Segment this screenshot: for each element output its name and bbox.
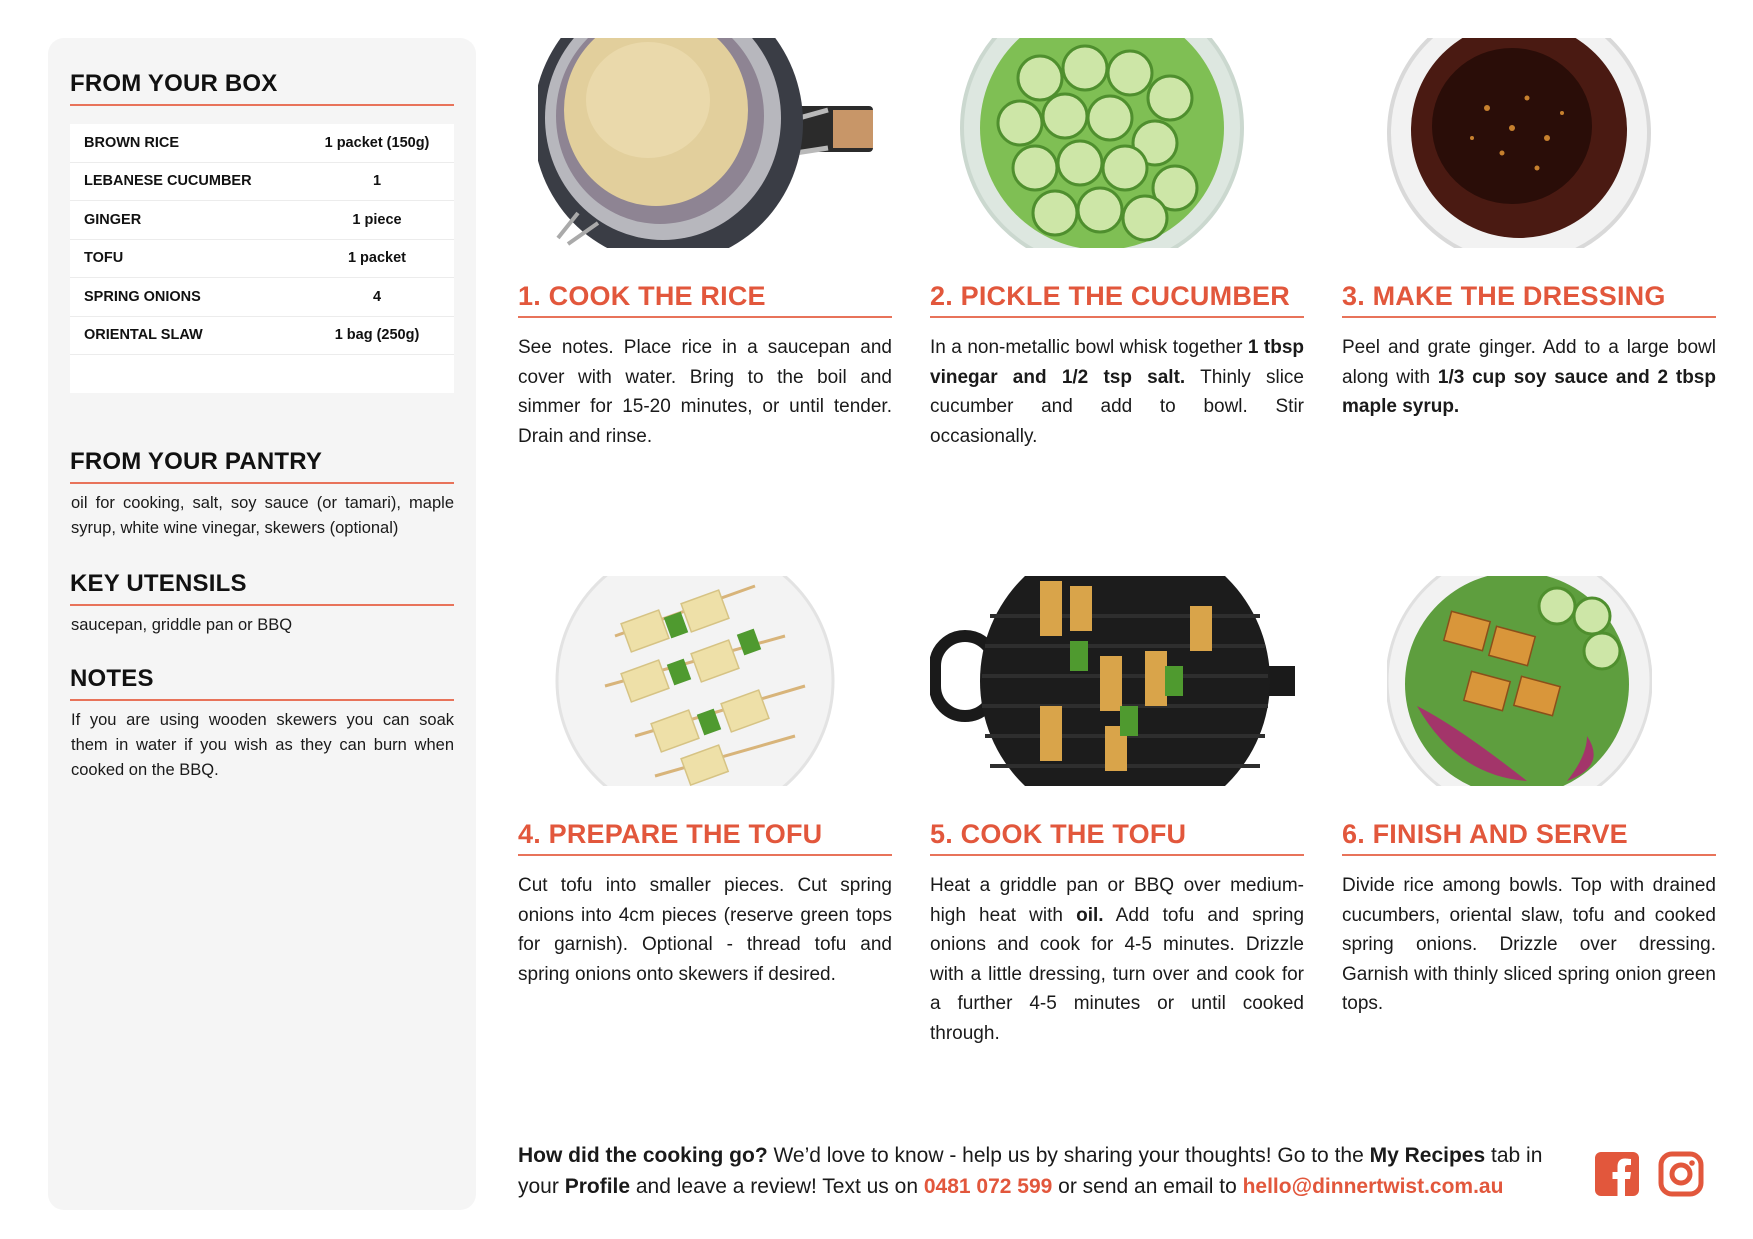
ingredient-name: ORIENTAL SLAW: [84, 327, 203, 344]
dressing-bowl-image: [1387, 38, 1652, 248]
step-bold-text: oil.: [1076, 904, 1104, 926]
step-2-title: 2. PICKLE THE CUCUMBER: [930, 281, 1304, 318]
from-your-box-heading: FROM YOUR BOX: [70, 70, 454, 106]
rice-strainer-image: [538, 38, 873, 248]
box-ingredient-row: [70, 278, 454, 317]
pantry-text: oil for cooking, salt, soy sauce (or tamari), maple syrup, white wine vinegar, skewers (optional): [71, 494, 454, 537]
feedback-footer: [518, 1140, 1578, 1202]
ingredient-quantity: 1 bag (250g): [334, 327, 420, 344]
step-3-body: [1342, 333, 1716, 422]
step-4-title: 4. PREPARE THE TOFU: [518, 819, 892, 856]
step-text: Heat a griddle pan or BBQ over medium-high heat with: [930, 875, 1304, 926]
step-5: [930, 576, 1305, 1044]
step-text: Thinly slice cucumber and add to bowl. Stir occasionally.: [930, 366, 1304, 447]
step-4-body: [518, 871, 892, 989]
instagram-icon[interactable]: [1658, 1151, 1704, 1202]
footer-text-1: We’d love to know - help us by sharing your thoughts! Go to the: [767, 1144, 1370, 1167]
griddle-pan-image: [930, 576, 1295, 786]
step-text: Divide rice among bowls. Top with drained cucumbers, oriental slaw, tofu and cooked spring onions. Drizzle over dressing. Garnish with thinly sliced spring onion green tops.: [1342, 875, 1716, 1014]
step-bold-text: 1/3 cup soy sauce and 2 tbsp maple syrup.: [1342, 366, 1716, 417]
ingredient-quantity: 1 packet: [347, 250, 407, 267]
from-your-pantry-heading: FROM YOUR PANTRY: [70, 448, 454, 484]
step-text: See notes. Place rice in a saucepan and cover with water. Bring to the boil and simmer for 15-20 minutes, or until tender. Drain and rinse.: [518, 337, 892, 447]
box-ingredient-row: [70, 163, 454, 202]
step-5-body: [930, 871, 1304, 1048]
step-bold-text: 1 tbsp vinegar and 1/2 tsp salt.: [930, 337, 1305, 388]
step-6: [1342, 576, 1716, 1014]
step-text: Peel and grate ginger. Add to a large bowl along with: [1342, 337, 1716, 388]
footer-text-2: tab in your: [518, 1144, 1543, 1198]
my-recipes-link[interactable]: My Recipes: [1369, 1144, 1486, 1167]
ingredient-name: LEBANESE CUCUMBER: [84, 173, 252, 190]
step-3-title: 3. MAKE THE DRESSING: [1342, 281, 1716, 318]
footer-question: How did the cooking go?: [518, 1144, 768, 1167]
tofu-skewers-image: [555, 576, 835, 786]
step-2: [930, 38, 1304, 458]
box-ingredient-row: [70, 240, 454, 279]
step-text: Cut tofu into smaller pieces. Cut spring onions into 4cm pieces (reserve green tops for garnish). Optional - thread tofu and spring onions onto skewers if desired.: [518, 875, 892, 985]
footer-text-3: and leave a review! Text us on: [630, 1175, 924, 1198]
key-utensils-heading: KEY UTENSILS: [70, 570, 454, 606]
step-3: [1342, 38, 1716, 458]
ingredient-name: BROWN RICE: [84, 134, 180, 151]
finished-bowl-image: [1387, 576, 1652, 786]
step-6-title: 6. FINISH AND SERVE: [1342, 819, 1716, 856]
ingredient-quantity: 4: [372, 288, 382, 305]
footer-text-4: or send an email to: [1052, 1175, 1243, 1198]
step-5-title: 5. COOK THE TOFU: [930, 819, 1304, 856]
ingredients-sidebar: [48, 38, 476, 1210]
step-2-body: [930, 333, 1304, 451]
ingredient-name: TOFU: [84, 250, 124, 267]
facebook-icon[interactable]: [1594, 1151, 1640, 1202]
box-ingredient-row: [70, 201, 454, 240]
email-link[interactable]: hello@dinnertwist.com.au: [1242, 1175, 1504, 1198]
ingredient-quantity: 1: [372, 173, 382, 190]
step-1: [518, 38, 892, 458]
profile-link[interactable]: Profile: [564, 1175, 631, 1198]
ingredient-name: GINGER: [84, 211, 142, 228]
box-ingredients-table: [70, 124, 454, 393]
box-ingredient-row: [70, 317, 454, 356]
ingredient-quantity: 1 packet (150g): [324, 134, 430, 151]
cucumber-bowl-image: [960, 38, 1245, 248]
ingredient-name: SPRING ONIONS: [84, 288, 201, 305]
ingredient-quantity: 1 piece: [352, 211, 402, 228]
box-ingredient-row: [70, 124, 454, 163]
step-6-body: [1342, 871, 1716, 1019]
step-4: [518, 576, 892, 996]
notes-text: If you are using wooden skewers you can soak them in water if you wish as they can burn when cooked on the BBQ.: [71, 711, 454, 779]
notes-heading: NOTES: [70, 665, 454, 701]
step-1-title: 1. COOK THE RICE: [518, 281, 892, 318]
utensils-text: saucepan, griddle pan or BBQ: [71, 616, 293, 634]
phone-number-link[interactable]: 0481 072 599: [923, 1175, 1053, 1198]
step-text: In a non-metallic bowl whisk together: [930, 337, 1248, 358]
step-1-body: [518, 333, 892, 451]
step-text: Add tofu and spring onions and cook for 4-5 minutes. Drizzle with a little dressing, turn over and cook for a further 4-5 minutes or until cooked through.: [930, 904, 1305, 1044]
